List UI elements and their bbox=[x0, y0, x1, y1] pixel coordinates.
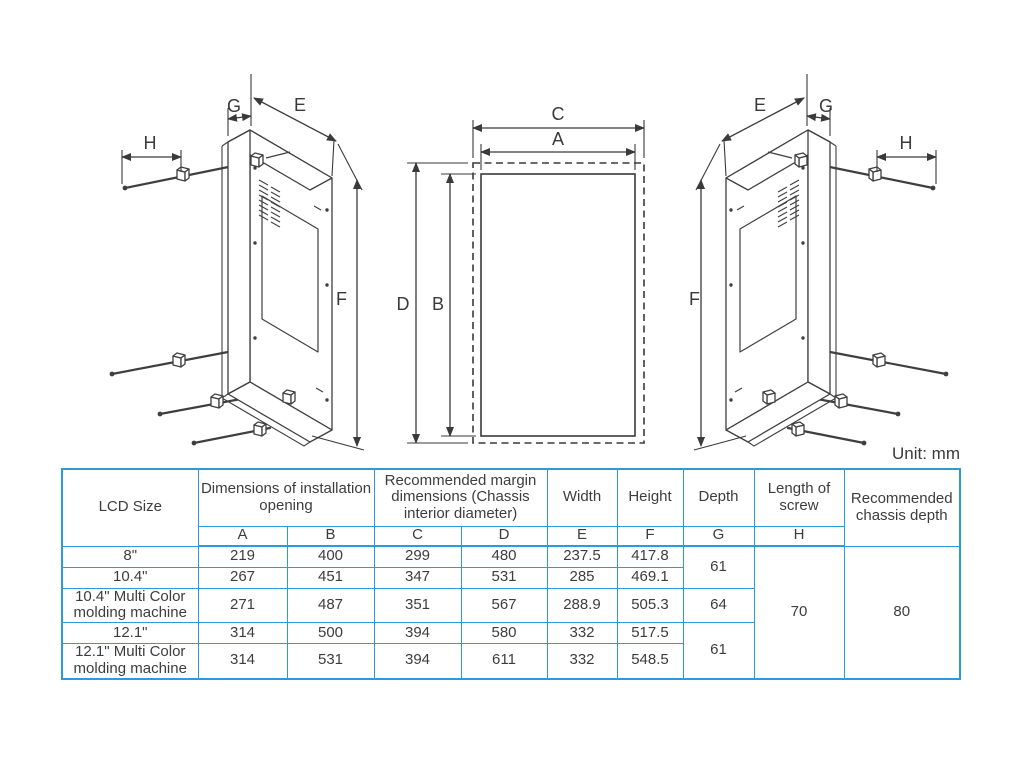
dimensions-table bbox=[61, 468, 961, 680]
cell-e: 288.9 bbox=[547, 588, 617, 623]
cell-f: 417.8 bbox=[617, 546, 683, 567]
subheader-f: F bbox=[617, 526, 683, 546]
cell-depth-merged: 64 bbox=[683, 588, 754, 623]
cell-screw-length-merged: 70 bbox=[754, 546, 844, 679]
cell-a: 219 bbox=[198, 546, 287, 567]
table-header-row bbox=[62, 469, 960, 526]
dim-label-f: F bbox=[336, 289, 347, 309]
cell-f: 548.5 bbox=[617, 644, 683, 679]
header-height: Height bbox=[617, 469, 683, 526]
subheader-g: G bbox=[683, 526, 754, 546]
cell-e: 285 bbox=[547, 567, 617, 588]
cell-f: 517.5 bbox=[617, 623, 683, 644]
header-screw-length: Length of screw bbox=[754, 469, 844, 526]
cell-c: 347 bbox=[374, 567, 461, 588]
cell-a: 314 bbox=[198, 644, 287, 679]
dim-label-f: F bbox=[689, 289, 700, 309]
table-row bbox=[62, 546, 960, 567]
left-panel-view bbox=[110, 74, 364, 450]
cell-depth-merged: 61 bbox=[683, 623, 754, 679]
subheader-d: D bbox=[461, 526, 547, 546]
cell-c: 394 bbox=[374, 644, 461, 679]
header-depth: Depth bbox=[683, 469, 754, 526]
cell-size: 10.4" bbox=[62, 567, 198, 588]
header-lcd-size: LCD Size bbox=[62, 469, 198, 546]
header-chassis-depth: Recommended chassis depth bbox=[844, 469, 960, 546]
cell-a: 267 bbox=[198, 567, 287, 588]
dim-label-e: E bbox=[293, 95, 307, 115]
dim-label-d: D bbox=[396, 294, 410, 314]
cell-a: 314 bbox=[198, 623, 287, 644]
cell-depth-merged: 61 bbox=[683, 546, 754, 588]
cell-b: 500 bbox=[287, 623, 374, 644]
cell-size: 12.1" bbox=[62, 623, 198, 644]
cell-e: 332 bbox=[547, 623, 617, 644]
unit-note: Unit: mm bbox=[892, 444, 960, 462]
dim-label-g: G bbox=[226, 96, 242, 116]
cell-b: 531 bbox=[287, 644, 374, 679]
header-width: Width bbox=[547, 469, 617, 526]
cell-d: 567 bbox=[461, 588, 547, 623]
cell-f: 469.1 bbox=[617, 567, 683, 588]
cell-b: 487 bbox=[287, 588, 374, 623]
cell-size: 10.4" Multi Color molding machine bbox=[62, 588, 198, 623]
cell-a: 271 bbox=[198, 588, 287, 623]
header-margin-dims: Recommended margin dimensions (Chassis interior diameter) bbox=[374, 469, 547, 526]
dim-label-b: B bbox=[431, 294, 445, 314]
subheader-h: H bbox=[754, 526, 844, 546]
cell-d: 531 bbox=[461, 567, 547, 588]
dim-label-e: E bbox=[753, 95, 767, 115]
subheader-b: B bbox=[287, 526, 374, 546]
header-install-opening: Dimensions of installation opening bbox=[198, 469, 374, 526]
cell-c: 351 bbox=[374, 588, 461, 623]
cell-d: 611 bbox=[461, 644, 547, 679]
cell-size: 12.1" Multi Color molding machine bbox=[62, 644, 198, 679]
cell-size: 8" bbox=[62, 546, 198, 567]
cell-b: 451 bbox=[287, 567, 374, 588]
cell-b: 400 bbox=[287, 546, 374, 567]
cell-c: 394 bbox=[374, 623, 461, 644]
cell-c: 299 bbox=[374, 546, 461, 567]
subheader-a: A bbox=[198, 526, 287, 546]
subheader-c: C bbox=[374, 526, 461, 546]
cell-e: 332 bbox=[547, 644, 617, 679]
dim-label-g: G bbox=[818, 96, 834, 116]
cell-f: 505.3 bbox=[617, 588, 683, 623]
cell-chassis-depth-merged: 80 bbox=[844, 546, 960, 679]
right-panel-view bbox=[689, 74, 948, 450]
installation-opening-outline bbox=[481, 174, 635, 436]
dim-label-h: H bbox=[143, 133, 157, 153]
cell-d: 580 bbox=[461, 623, 547, 644]
cell-e: 237.5 bbox=[547, 546, 617, 567]
front-opening-view bbox=[397, 104, 645, 443]
dim-label-h: H bbox=[899, 133, 913, 153]
subheader-e: E bbox=[547, 526, 617, 546]
dim-label-a: A bbox=[551, 129, 565, 149]
dim-label-c: C bbox=[551, 104, 565, 124]
cell-d: 480 bbox=[461, 546, 547, 567]
